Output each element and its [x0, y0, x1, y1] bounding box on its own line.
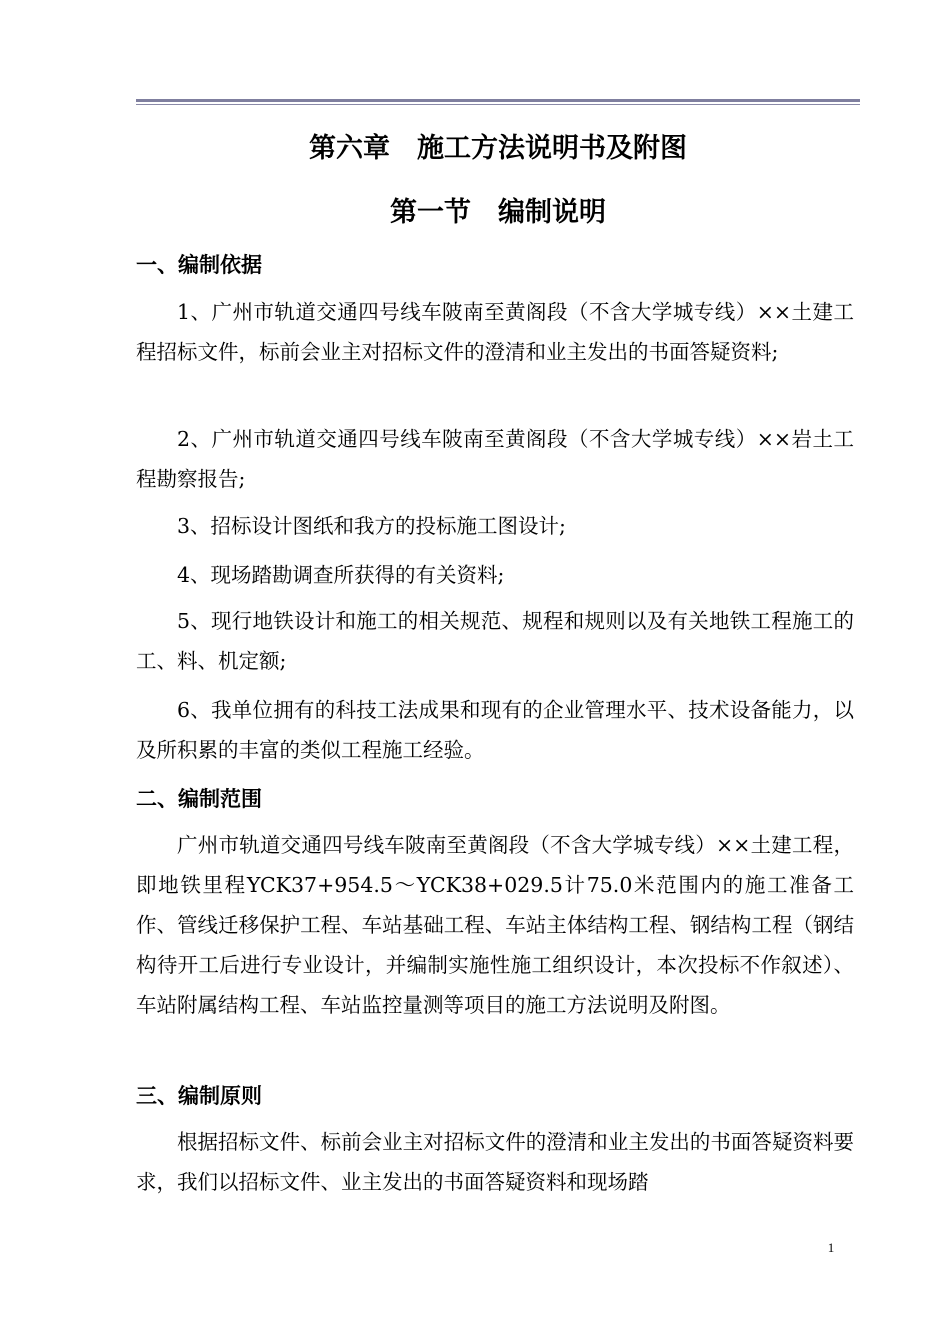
heading-principle: 三、编制原则: [136, 1084, 262, 1108]
basis-item-1: 1、广州市轨道交通四号线车陂南至黄阁段（不含大学城专线）××土建工程招标文件，标前会业主对招标文件的澄清和业主发出的书面答疑资料;: [136, 300, 854, 364]
header-rule-thin: [136, 104, 860, 105]
scope-paragraph: 广州市轨道交通四号线车陂南至黄阁段（不含大学城专线）××土建工程，即地铁里程YCK37+954.5～YCK38+029.5计75.0米范围内的施工准备工作、管线迁移保护工程、车站基础工程、车站主体结构工程、钢结构工程（钢结构待开工后进行专业设计，并编制实施性施工组织设计，本次投标不作叙述）、车站附属结构工程、车站监控量测等项目的施工方法说明及附图。: [136, 833, 854, 1017]
basis-item-5: 5、现行地铁设计和施工的相关规范、规程和规则以及有关地铁工程施工的工、料、机定额;: [136, 609, 854, 673]
basis-item-4: 4、现场踏勘调查所获得的有关资料;: [177, 563, 505, 587]
basis-item-3: 3、招标设计图纸和我方的投标施工图设计;: [177, 514, 566, 538]
basis-item-6: 6、我单位拥有的科技工法成果和现有的企业管理水平、技术设备能力，以及所积累的丰富的类似工程施工经验。: [136, 698, 854, 762]
heading-scope: 二、编制范围: [136, 787, 262, 811]
basis-item-2: 2、广州市轨道交通四号线车陂南至黄阁段（不含大学城专线）××岩土工程勘察报告;: [136, 427, 854, 491]
heading-basis: 一、编制依据: [136, 253, 262, 277]
principle-paragraph: 根据招标文件、标前会业主对招标文件的澄清和业主发出的书面答疑资料要求，我们以招标文件、业主发出的书面答疑资料和现场踏: [136, 1130, 854, 1194]
header-rule: [136, 99, 860, 102]
section-title: 第一节 编制说明: [390, 197, 606, 228]
chapter-title: 第六章 施工方法说明书及附图: [309, 133, 687, 164]
page-number: 1: [827, 1240, 835, 1255]
